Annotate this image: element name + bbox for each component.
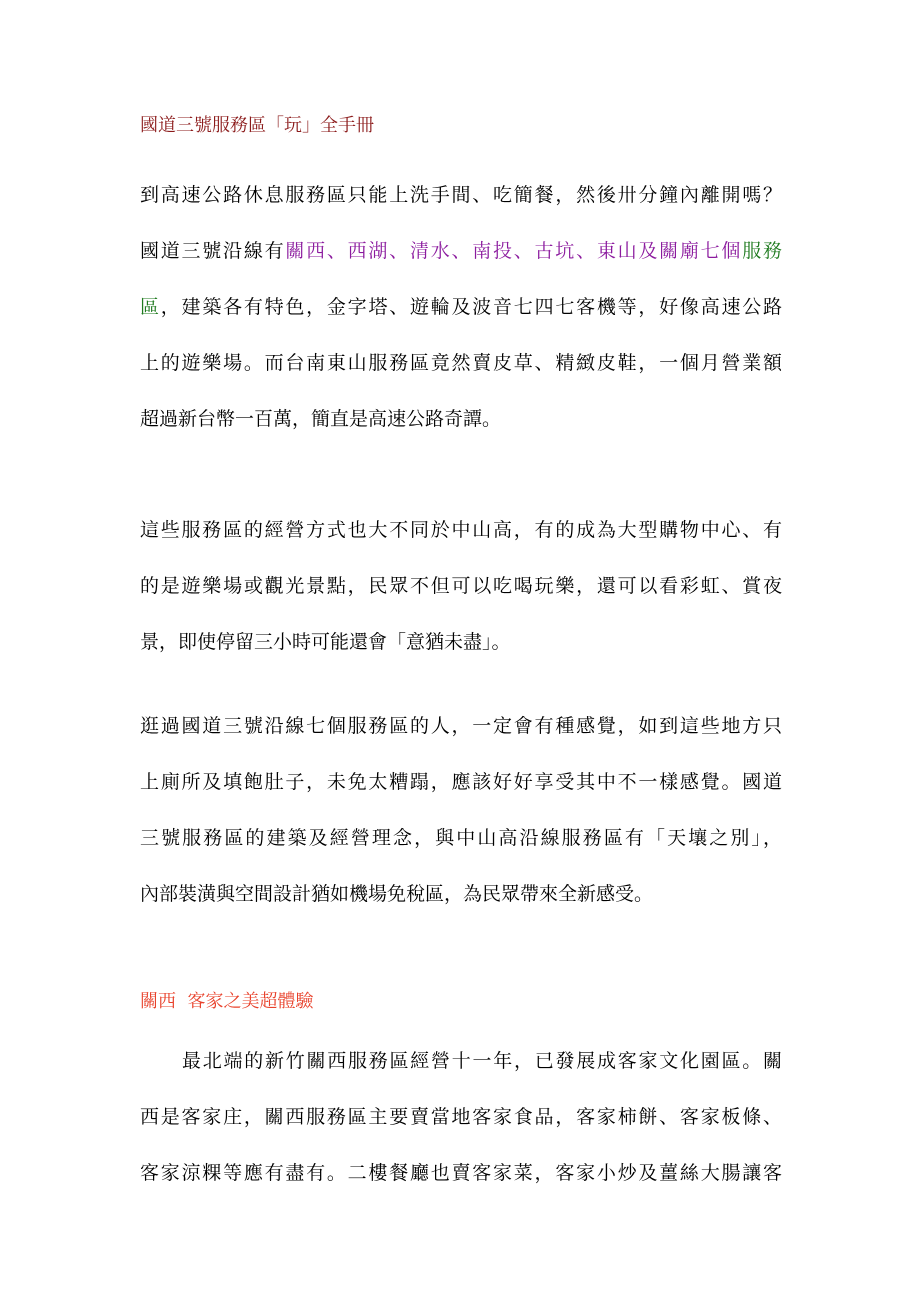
paragraph-2-line-1: 這些服務區的經營方式也大不同於中山高，有的成為大型購物中心、有	[140, 519, 782, 541]
paragraph-1-line-3-text: ，建築各有特色，金字塔、遊輪及波音七四七客機等，好像高速公路	[160, 296, 782, 318]
section-heading-guanxi: 關西 客家之美超體驗	[140, 991, 314, 1012]
paragraph-3-line-3: 三號服務區的建築及經營理念，與中山高沿線服務區有「天壤之別」，	[140, 827, 782, 849]
document-title: 國道三號服務區「玩」全手冊	[140, 115, 374, 136]
paragraph-3-line-2: 上廁所及填飽肚子，未免太糟蹋，應該好好享受其中不一樣感覺。國道	[140, 771, 782, 793]
paragraph-2-line-3: 景，即使停留三小時可能還會「意猶未盡」。	[140, 631, 511, 653]
paragraph-1-line-4: 上的遊樂場。而台南東山服務區竟然賣皮草、精緻皮鞋，一個月營業額	[140, 352, 782, 374]
paragraph-4-line-1: 最北端的新竹關西服務區經營十一年，已發展成客家文化園區。關	[182, 1050, 782, 1072]
paragraph-4-line-2: 西是客家庄，關西服務區主要賣當地客家食品，客家柿餅、客家板條、	[140, 1106, 782, 1128]
paragraph-1-line-3	[140, 293, 782, 321]
paragraph-4-line-3: 客家涼粿等應有盡有。二樓餐廳也賣客家菜，客家小炒及薑絲大腸讓客	[140, 1162, 782, 1184]
service-area-list-highlight: 關西、西湖、清水、南投、古坑、東山及關廟七個	[285, 240, 743, 262]
paragraph-1-line-1: 到高速公路休息服務區只能上洗手間、吃簡餐，然後卅分鐘內離開嗎？	[140, 184, 782, 206]
paragraph-1-line-2-text: 國道三號沿線有	[140, 240, 286, 262]
service-area-term-highlight-end: 區	[140, 296, 161, 318]
service-area-term-highlight: 服務	[742, 240, 782, 262]
paragraph-3-line-1: 逛過國道三號沿線七個服務區的人，一定會有種感覺，如到這些地方只	[140, 715, 782, 737]
paragraph-2-line-2: 的是遊樂場或觀光景點，民眾不但可以吃喝玩樂，還可以看彩虹、賞夜	[140, 575, 782, 597]
paragraph-3-line-4: 內部裝潢與空間設計猶如機場免稅區，為民眾帶來全新感受。	[140, 883, 654, 905]
paragraph-1-line-2	[140, 237, 782, 265]
paragraph-1-line-5: 超過新台幣一百萬，簡直是高速公路奇譚。	[140, 408, 502, 430]
